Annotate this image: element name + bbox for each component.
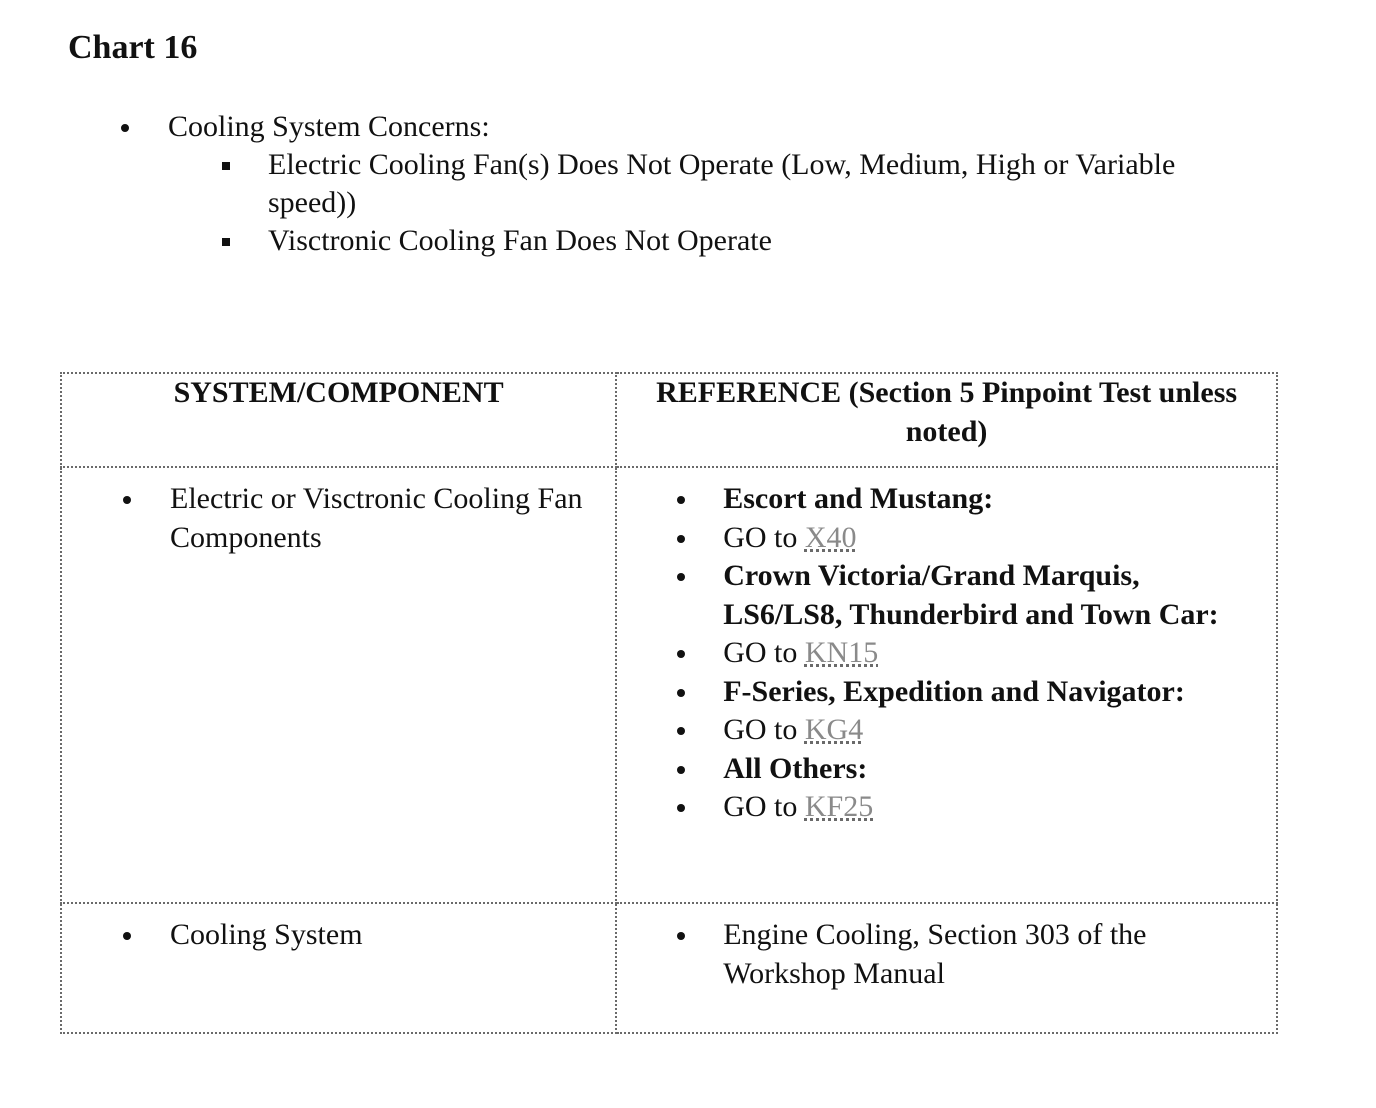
system-list (62, 468, 615, 557)
reference-list (617, 904, 1276, 993)
list-item (617, 711, 1276, 750)
table-row (61, 903, 1277, 1033)
header-reference: REFERENCE (Section 5 Pinpoint Test unless noted) (616, 373, 1277, 467)
reference-list (617, 468, 1276, 827)
list-item (617, 634, 1276, 673)
goto-prefix: GO to (723, 790, 805, 823)
pinpoint-test-link-kg4[interactable]: KG4 (804, 713, 864, 746)
system-text: Cooling System (170, 918, 363, 951)
concerns-list (0, 108, 1376, 260)
reference-cell (616, 903, 1277, 1033)
bullet-dot-icon (677, 535, 685, 543)
concern-text: Electric Cooling Fan(s) Does Not Operate (Low, Medium, High or Variable speed)) (268, 148, 1176, 219)
system-cell (61, 903, 616, 1033)
pinpoint-test-link-kn15[interactable]: KN15 (804, 636, 879, 669)
concerns-heading: Cooling System Concerns: (168, 110, 490, 143)
system-list (62, 904, 615, 955)
list-item (617, 750, 1276, 789)
bullet-dot-icon (121, 124, 129, 132)
bullet-dot-icon (123, 932, 131, 940)
bullet-dot-icon (677, 804, 685, 812)
vehicle-group-label: Crown Victoria/Grand Marquis, LS6/LS8, Thunderbird and Town Car: (723, 559, 1219, 631)
reference-text: Engine Cooling, Section 303 of the Workshop Manual (723, 918, 1147, 990)
header-system-component: SYSTEM/COMPONENT (61, 373, 616, 467)
vehicle-group-label: Escort and Mustang: (723, 482, 994, 515)
pinpoint-test-link-kf25[interactable]: KF25 (804, 790, 874, 823)
concerns-heading-item (0, 108, 1376, 260)
vehicle-group-label: F-Series, Expedition and Navigator: (723, 674, 1185, 708)
bullet-dot-icon (677, 766, 685, 774)
system-cell (61, 467, 616, 903)
concern-text: Visctronic Cooling Fan Does Not Operate (268, 224, 772, 257)
table-header-row (61, 373, 1277, 467)
list-item (62, 480, 615, 557)
bullet-dot-icon (677, 932, 685, 940)
goto-prefix: GO to (723, 713, 805, 746)
bullet-dot-icon (123, 496, 131, 504)
list-item (617, 916, 1276, 993)
bullet-dot-icon (677, 496, 685, 504)
goto-prefix: GO to (723, 520, 805, 554)
concern-item (168, 146, 1178, 222)
bullet-dot-icon (677, 727, 685, 735)
bullet-dot-icon (677, 689, 685, 697)
list-item (617, 788, 1276, 827)
bullet-square-icon (222, 162, 230, 170)
goto-prefix: GO to (723, 636, 805, 669)
list-item (617, 673, 1276, 712)
bullet-square-icon (222, 238, 230, 246)
concern-item (168, 222, 1178, 260)
bullet-dot-icon (677, 573, 685, 581)
list-item (617, 557, 1276, 634)
table-row (61, 467, 1277, 903)
system-text: Electric or Visctronic Cooling Fan Components (170, 482, 583, 554)
list-item (617, 480, 1276, 519)
reference-table (60, 372, 1278, 1034)
concerns-sub-list (168, 146, 1376, 260)
vehicle-group-label: All Others: (723, 751, 868, 785)
page-title: Chart 16 (68, 29, 198, 66)
pinpoint-test-link-x40[interactable]: X40 (804, 520, 857, 554)
list-item (617, 519, 1276, 558)
list-item (62, 916, 615, 955)
reference-cell (616, 467, 1277, 903)
bullet-dot-icon (677, 650, 685, 658)
